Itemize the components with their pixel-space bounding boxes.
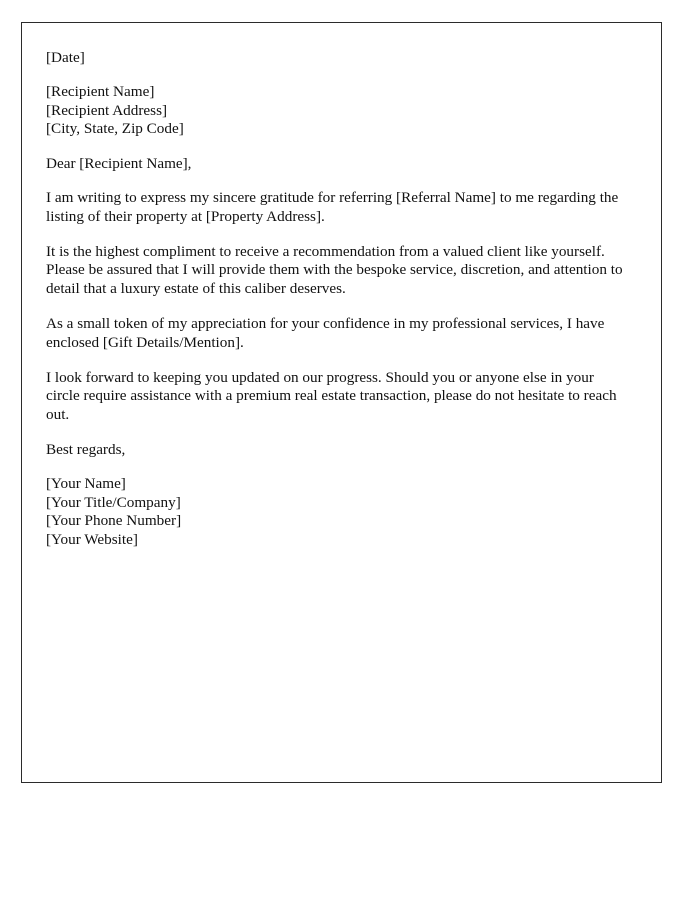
signature-website-line: [Your Website] — [46, 530, 138, 548]
signature-title-company-line: [Your Title/Company] — [46, 493, 181, 511]
signature-name-line: [Your Name] — [46, 475, 126, 493]
date-text: [Date] — [46, 49, 85, 66]
body-paragraph-1: I am writing to express my sincere gratitude for referring [Referral Name] to me regarding the listing of their property at [Property Address]. — [46, 189, 619, 225]
recipient-city-state-zip-line: [City, State, Zip Code] — [46, 120, 184, 138]
body-paragraph-3: As a small token of my appreciation for your confidence in my professional services, I have enclosed [Gift Details/Mention]. — [46, 315, 605, 351]
recipient-address-line: [Recipient Address] — [46, 101, 168, 119]
body-paragraph-4: I look forward to keeping you updated on our progress. Should you or anyone else in your circle require assistance with a premium real estate transaction, please do not hesitate to reach out. — [46, 368, 617, 424]
recipient-name-line: [Recipient Name] — [46, 83, 155, 101]
recipient-address-block — [46, 83, 630, 138]
signature-block — [46, 475, 630, 549]
date-line — [46, 49, 630, 67]
letter-sheet — [21, 22, 662, 783]
signature-phone-line: [Your Phone Number] — [46, 512, 182, 530]
letter-body — [22, 23, 661, 549]
salutation — [46, 155, 630, 173]
closing-text: Best regards, — [46, 441, 126, 458]
closing — [46, 441, 630, 459]
body-paragraph-2: It is the highest compliment to receive a recommendation from a valued client like yourself. Please be assured that I will provide them with the bespoke service, discretion, and attention to detail that a luxury estate of this caliber deserves. — [46, 242, 623, 298]
salutation-text: Dear [Recipient Name], — [46, 154, 192, 172]
